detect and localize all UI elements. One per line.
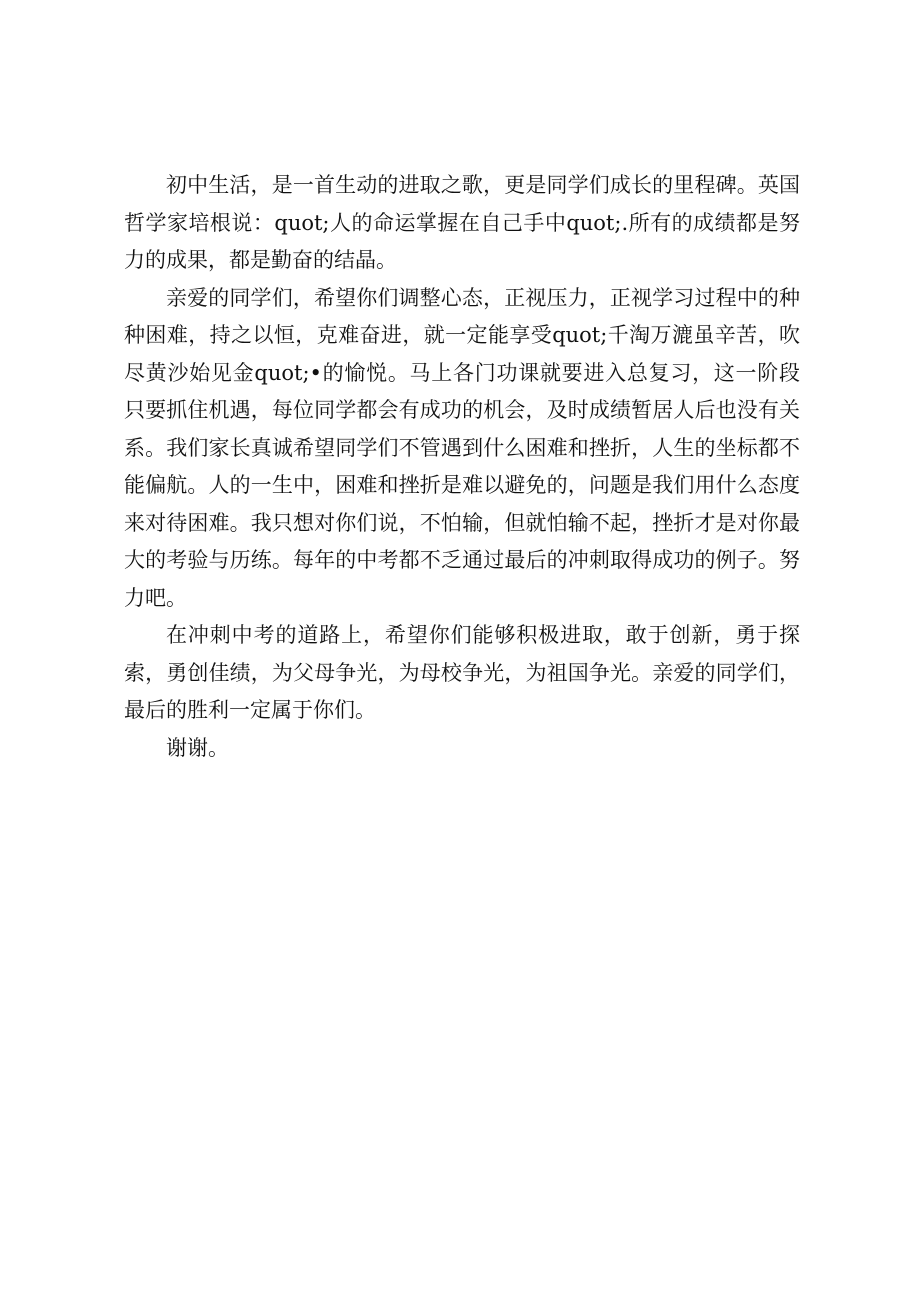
paragraph-encouragement: 亲爱的同学们，希望你们调整心态，正视压力，正视学习过程中的种种困难，持之以恒，克难奋进，就一定能享受quot;千淘万漉虽辛苦，吹尽黄沙始见金quot;•的愉悦。马上各门功课就要进入总复习，这一阶段只要抓住机遇，每位同学都会有成功的机会，及时成绩暂居人后也没有关系。我们家长真诚希望同学们不管遇到什么困难和挫折，人生的坐标都不能偏航。人的一生中，困难和挫折是难以避免的，问题是我们用什么态度来对待困难。我只想对你们说，不怕输，但就怕输不起，挫折才是对你最大的考验与历练。每年的中考都不乏通过最后的冲刺取得成功的例子。努力吧。 (124, 285, 800, 610)
paragraph-intro: 初中生活，是一首生动的进取之歌，更是同学们成长的里程碑。英国哲学家培根说：quot;人的命运掌握在自己手中quot;.所有的成绩都是努力的成果，都是勤奋的结晶。 (124, 173, 800, 272)
document-body (124, 167, 800, 767)
paragraph-thanks: 谢谢。 (166, 735, 229, 760)
paragraph-exam-wishes: 在冲刺中考的道路上，希望你们能够积极进取，敢于创新，勇于探索，勇创佳绩，为父母争光，为母校争光，为祖国争光。亲爱的同学们，最后的胜利一定属于你们。 (124, 623, 800, 722)
